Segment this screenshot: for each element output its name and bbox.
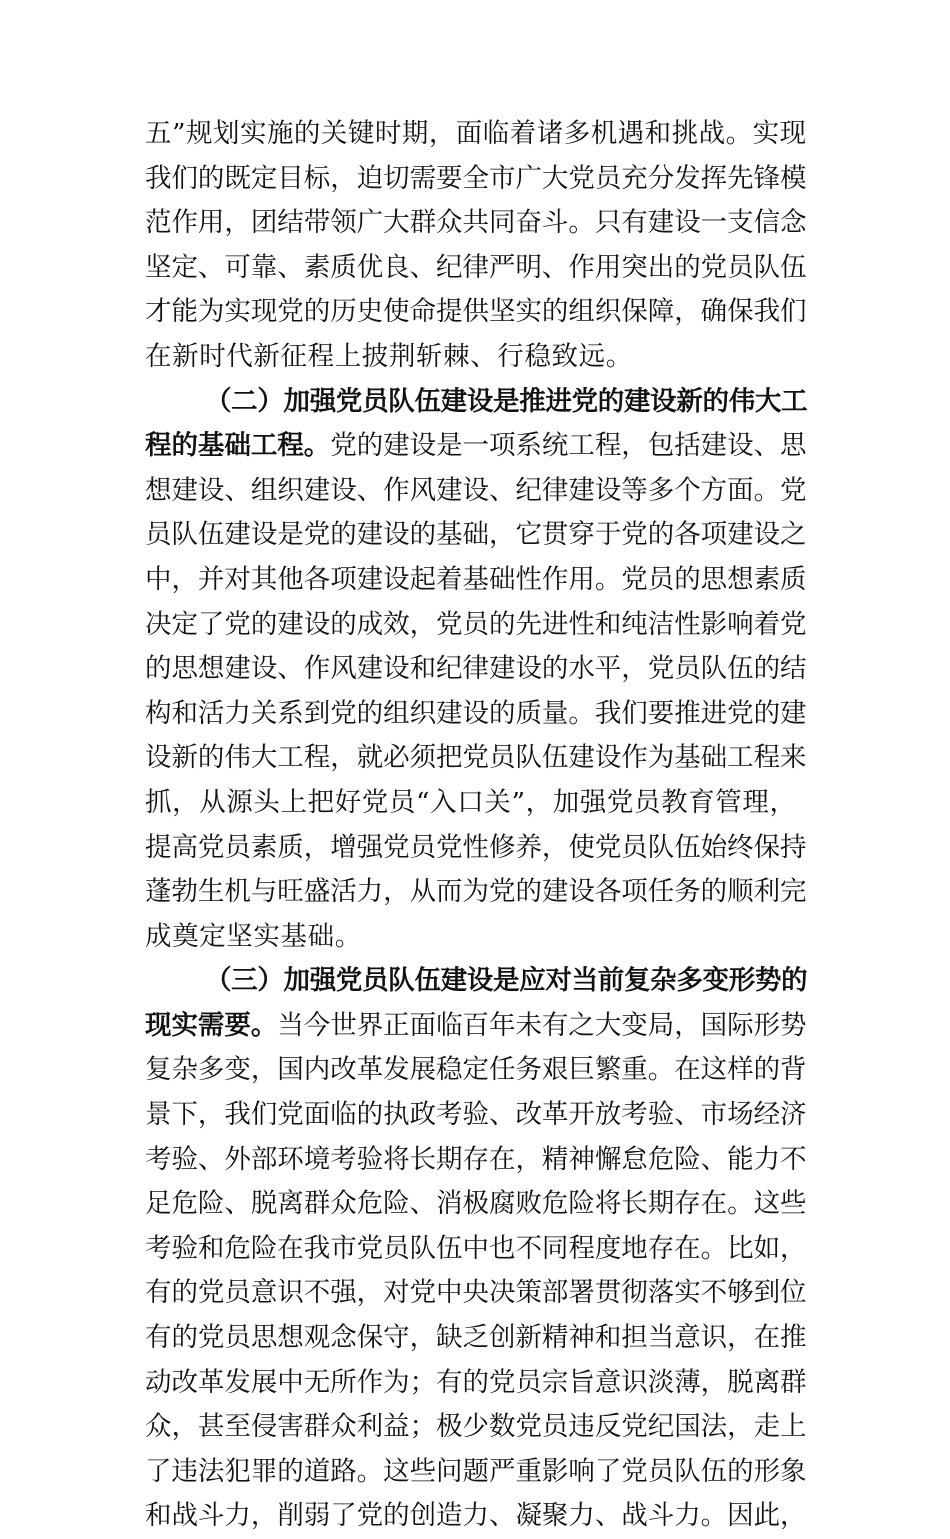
text-line xyxy=(145,380,807,425)
text-line xyxy=(145,1093,807,1138)
text-line xyxy=(145,1316,807,1361)
text-line xyxy=(145,1271,807,1316)
bold-heading-text: （三）加强党员队伍建设是应对当前复杂多变形势的 xyxy=(205,965,808,997)
body-text: 众，甚至侵害群众利益；极少数党员违反党纪国法，走上 xyxy=(145,1411,807,1443)
body-text: 范作用，团结带领广大群众共同奋斗。只有建设一支信念 xyxy=(145,207,807,239)
text-line xyxy=(145,1048,807,1093)
body-text: 动改革发展中无所作为；有的党员宗旨意识淡薄，脱离群 xyxy=(145,1366,807,1398)
body-text: 党的建设是一项系统工程，包括建设、思 xyxy=(330,430,807,462)
text-line xyxy=(145,1182,807,1227)
text-line xyxy=(145,959,807,1004)
body-text: 员队伍建设是党的建设的基础，它贯穿于党的各项建设之 xyxy=(145,519,807,551)
text-line xyxy=(145,513,807,558)
text-line xyxy=(145,201,807,246)
text-line xyxy=(145,558,807,603)
text-line xyxy=(145,424,807,469)
body-text: 复杂多变，国内改革发展稳定任务艰巨繁重。在这样的背 xyxy=(145,1054,807,1086)
body-text: 提高党员素质，增强党员党性修养，使党员队伍始终保持 xyxy=(145,831,807,863)
body-text: 蓬勃生机与旺盛活力，从而为党的建设各项任务的顺利完 xyxy=(145,876,807,908)
body-text: 成奠定坚实基础。 xyxy=(145,920,362,952)
text-line xyxy=(145,870,807,915)
text-line xyxy=(145,1138,807,1183)
body-text: 决定了党的建设的成效，党员的先进性和纯洁性影响着党 xyxy=(145,608,807,640)
body-text: 有的党员意识不强，对党中央决策部署贯彻落实不够到位 xyxy=(145,1277,807,1309)
body-text: 才能为实现党的历史使命提供坚实的组织保障，确保我们 xyxy=(145,296,807,328)
text-line xyxy=(145,915,807,960)
body-text: 足危险、脱离群众危险、消极腐败危险将长期存在。这些 xyxy=(145,1188,807,1220)
text-line xyxy=(145,469,807,514)
body-text: 考验和危险在我市党员队伍中也不同程度地存在。比如， xyxy=(145,1232,807,1264)
body-text: 坚定、可靠、素质优良、纪律严明、作用突出的党员队伍 xyxy=(145,251,807,283)
body-text: 的思想建设、作风建设和纪律建设的水平，党员队伍的结 xyxy=(145,653,807,685)
text-line xyxy=(145,781,807,826)
text-line xyxy=(145,1004,807,1049)
paragraph-p3 xyxy=(145,959,807,1539)
text-line xyxy=(145,692,807,737)
text-line xyxy=(145,290,807,335)
body-text: 有的党员思想观念保守，缺乏创新精神和担当意识，在推 xyxy=(145,1322,807,1354)
body-text: 我们的既定目标，迫切需要全市广大党员充分发挥先锋模 xyxy=(145,162,807,194)
paragraph-p2 xyxy=(145,380,807,960)
body-text: 想建设、组织建设、作风建设、纪律建设等多个方面。党 xyxy=(145,474,807,506)
body-text: 中，并对其他各项建设起着基础性作用。党员的思想素质 xyxy=(145,563,807,595)
text-line xyxy=(145,335,807,380)
body-text: 景下，我们党面临的执政考验、改革开放考验、市场经济 xyxy=(145,1099,807,1131)
text-line xyxy=(145,603,807,648)
text-line xyxy=(145,112,807,157)
body-text: 构和活力关系到党的组织建设的质量。我们要推进党的建 xyxy=(145,697,807,729)
body-text: 和战斗力，削弱了党的创造力、凝聚力、战斗力。因此， xyxy=(145,1500,807,1532)
text-line xyxy=(145,1227,807,1272)
text-line xyxy=(145,246,807,291)
bold-heading-text: （二）加强党员队伍建设是推进党的建设新的伟大工 xyxy=(205,385,808,417)
bold-heading-text: 现实需要。 xyxy=(145,1009,278,1041)
text-line xyxy=(145,1450,807,1495)
body-text: 抓，从源头上把好党员“入口关”，加强党员教育管理， xyxy=(145,786,797,818)
body-text: 设新的伟大工程，就必须把党员队伍建设作为基础工程来 xyxy=(145,742,807,774)
body-text: 五”规划实施的关键时期，面临着诸多机遇和挑战。实现 xyxy=(145,118,807,149)
body-text: 当今世界正面临百年未有之大变局，国际形势 xyxy=(277,1009,807,1041)
text-line xyxy=(145,1405,807,1450)
paragraph-p1 xyxy=(145,112,807,380)
text-line xyxy=(145,826,807,871)
text-line xyxy=(145,1361,807,1406)
body-text: 了违法犯罪的道路。这些问题严重影响了党员队伍的形象 xyxy=(145,1455,807,1487)
text-line xyxy=(145,157,807,202)
text-line xyxy=(145,647,807,692)
document-body xyxy=(145,112,807,1539)
text-line xyxy=(145,1494,807,1539)
bold-heading-text: 程的基础工程。 xyxy=(145,430,331,462)
body-text: 考验、外部环境考验将长期存在，精神懈怠危险、能力不 xyxy=(145,1143,807,1175)
text-line xyxy=(145,736,807,781)
body-text: 在新时代新征程上披荆斩棘、行稳致远。 xyxy=(145,340,633,372)
